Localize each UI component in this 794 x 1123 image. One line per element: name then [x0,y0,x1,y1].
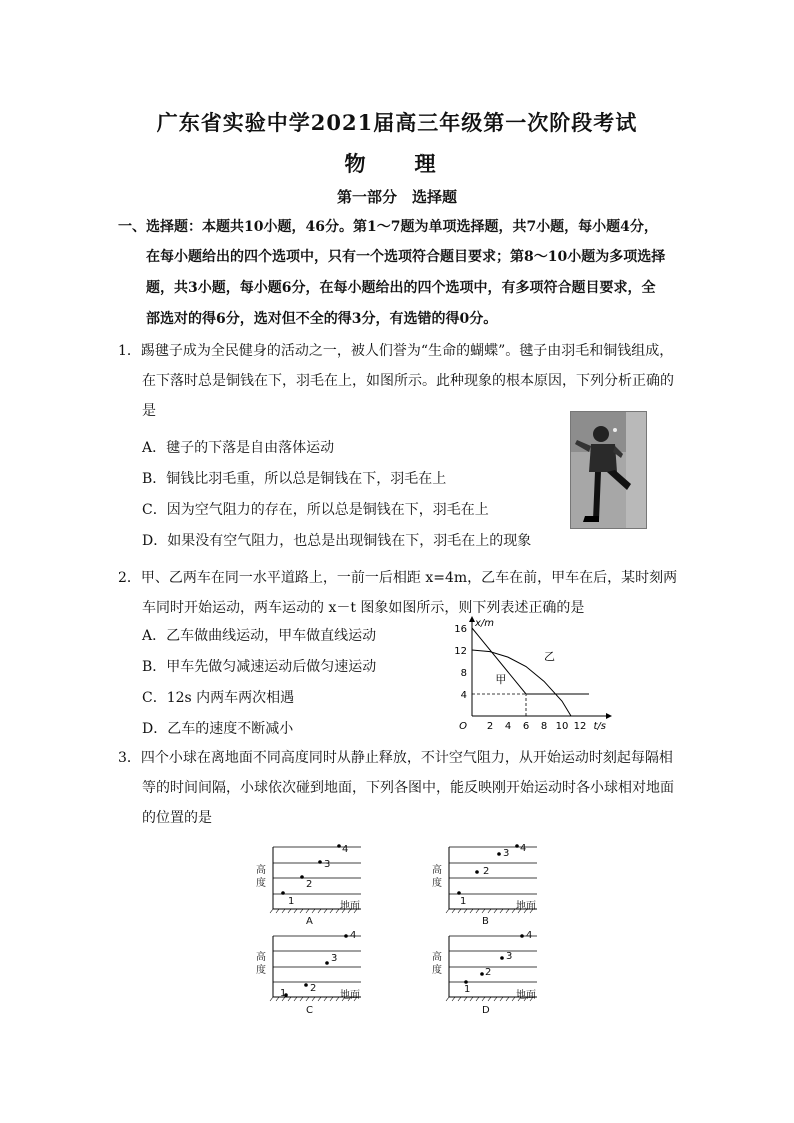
ball-label-1: 1 [288,896,295,907]
ball-3 [497,852,501,856]
y-tick-label-16: 16 [454,624,467,635]
x-tick-label-2: 2 [486,721,494,731]
ball-label-4: 4 [342,844,349,855]
subject-title: 物 理 [344,151,450,176]
ball-label-1: 1 [280,988,287,999]
series-jia-line [472,628,589,694]
ball-1 [281,891,285,895]
xt-graph [450,616,620,731]
ball-label-2: 2 [485,967,492,978]
x-tick-label-10: 10 [555,721,569,731]
ball-2 [304,983,308,987]
ball-2 [475,870,479,874]
x-tick-label-12: 12 [573,721,587,731]
ball-3 [500,956,504,960]
q2-option-b: B．甲车先做匀减速运动后做匀速运动 [142,659,377,675]
ball-label-3: 3 [503,848,510,859]
x-tick-label-6: 6 [522,721,530,731]
series-yi-label: 乙 [544,649,555,663]
q1-option-b: B．铜钱比羽毛重，所以总是铜钱在下，羽毛在上 [142,471,447,487]
q1-line-2: 在下落时总是铜钱在下，羽毛在上，如图所示。此种现象的根本原因，下列分析正确的 [142,373,674,389]
series-yi-curve [472,650,571,716]
part-title: 第一部分 选择题 [336,188,457,206]
y-tick-label-12: 12 [454,646,467,657]
q2-option-d: D．乙车的速度不断减小 [142,721,294,737]
ball-label-2: 2 [310,983,317,994]
ground-label: 地面 [340,901,360,912]
diagram-label: D [482,1005,490,1016]
exam-title: 广东省实验中学2021届高三年级第一次阶段考试 [156,110,638,135]
ball-4 [520,934,524,938]
section-line-4: 部选对的得6分，选对但不全的得3分，有选错的得0分。 [146,311,498,327]
y-axis-label: x/m [475,618,495,629]
q2-option-a: A．乙车做曲线运动，甲车做直线运动 [142,628,377,644]
q1-line-3: 是 [142,403,156,419]
ball-label-3: 3 [324,859,331,870]
y-tick-label-8: 8 [460,668,467,679]
height-label: 高度 [256,952,266,976]
ball-4 [337,844,341,848]
ball-label-4: 4 [520,843,527,854]
x-tick-label-4: 4 [504,721,512,731]
ball-4 [344,934,348,938]
q2-option-c: C．12s 内两车两次相遇 [142,690,295,706]
ball-label-3: 3 [506,951,513,962]
height-label: 高度 [432,952,442,976]
diagram-b [432,842,552,932]
ball-3 [325,961,329,965]
ball-label-2: 2 [483,866,490,877]
q3-line-3: 的位置的是 [142,810,212,826]
origin-label: O [459,721,467,731]
ball-3 [318,860,322,864]
q2-line-1: 2．甲、乙两车在同一水平道路上，一前一后相距 x=4m，乙车在前，甲车在后，某时刻两 [118,570,678,586]
series-jia-label: 甲 [495,673,507,686]
y-tick-label-4: 4 [460,690,467,701]
diagram-label: C [306,1005,313,1016]
ball-2 [300,875,304,879]
ball-label-1: 1 [460,896,467,907]
diagram-label: A [306,916,313,927]
q2-line-2: 车同时开始运动，两车运动的 x－t 图象如图所示，则下列表述正确的是 [142,600,585,616]
ground-label: 地面 [516,901,536,912]
ball-label-4: 4 [350,930,357,941]
ball-2 [480,972,484,976]
section-line-3: 题，共3小题，每小题6分，在每小题给出的四个选项中，有多项符合题目要求，全 [146,280,656,296]
ground-label: 地面 [340,990,360,1001]
x-tick-label-8: 8 [540,721,548,731]
q1-option-c: C．因为空气阻力的存在，所以总是铜钱在下，羽毛在上 [142,502,489,518]
ball-label-2: 2 [306,879,313,890]
ball-1 [457,891,461,895]
ball-label-4: 4 [526,930,533,941]
ground-label: 地面 [516,990,536,1001]
ball-4 [515,844,519,848]
q3-line-2: 等的时间间隔，小球依次碰到地面，下列各图中，能反映刚开始运动时各小球相对地面 [142,780,674,796]
diagram-a [256,842,376,932]
section-line-1: 一、选择题：本题共10小题，46分。第1～7题为单项选择题，共7小题，每小题4分， [118,219,658,235]
section-line-2: 在每小题给出的四个选项中，只有一个选项符合题目要求；第8～10小题为多项选择 [146,249,666,265]
diagram-d [432,930,552,1023]
height-label: 高度 [256,865,266,889]
q1-line-1: 1．踢毽子成为全民健身的活动之一，被人们誉为“生命的蝴蝶”。毽子由羽毛和铜钱组成， [118,343,674,359]
x-axis-label: t/s [593,721,606,731]
q3-line-1: 3．四个小球在离地面不同高度同时从静止释放，不计空气阻力，从开始运动时刻起每隔相 [118,750,673,766]
ball-label-1: 1 [464,984,471,995]
q1-option-d: D．如果没有空气阻力，也总是出现铜钱在下，羽毛在上的现象 [142,533,532,549]
x-axis-arrow [606,713,612,719]
diagram-c [256,930,376,1023]
shuttlecock-kicker-photo [570,411,647,529]
diagram-label: B [482,916,489,927]
ball-label-3: 3 [331,953,338,964]
q1-option-a: A．毽子的下落是自由落体运动 [142,440,335,456]
height-label: 高度 [432,865,442,889]
